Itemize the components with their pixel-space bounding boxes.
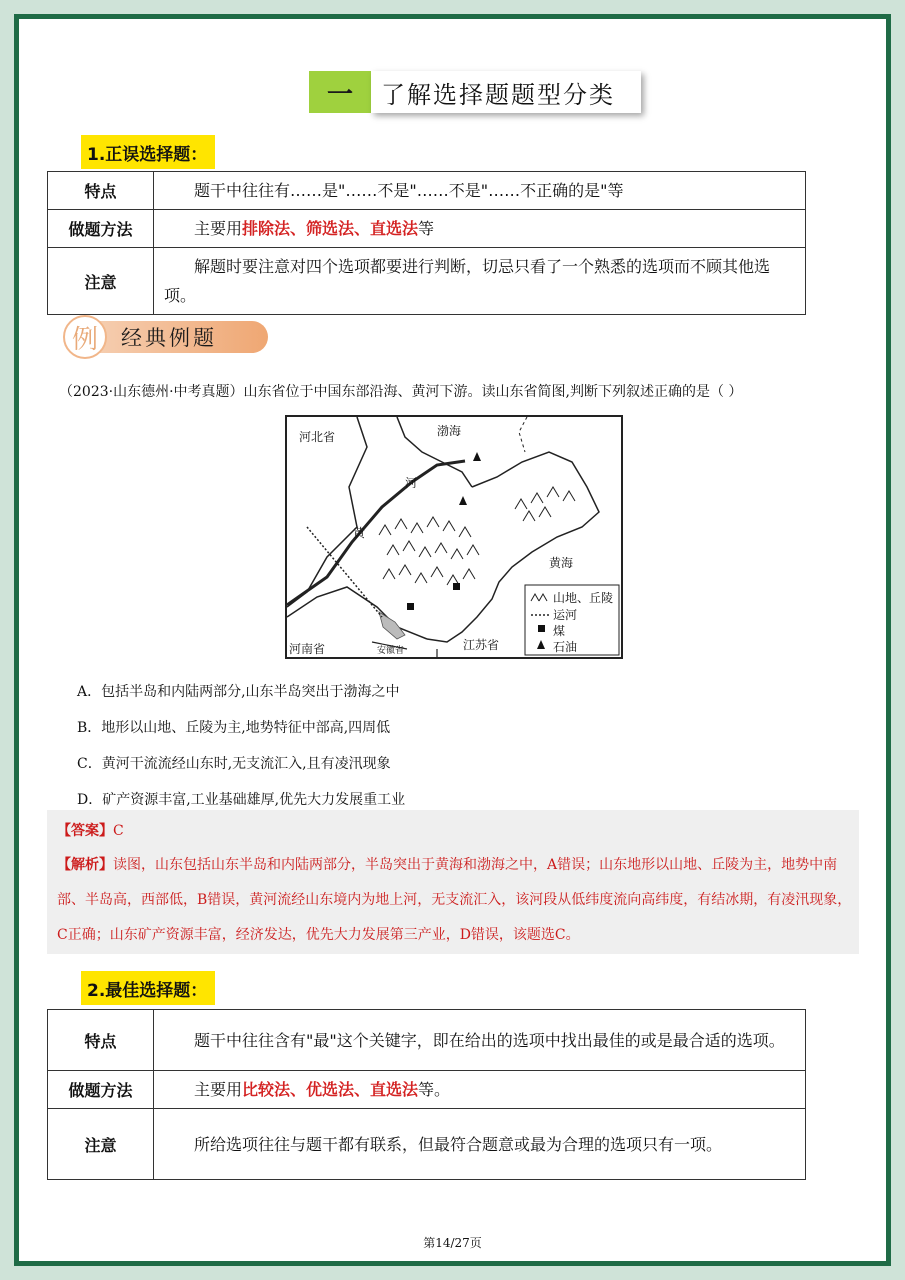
method-prefix: 主要用 [194, 219, 243, 238]
option-c: C．黄河干流流经山东时,无支流汇入,且有凌汛现象 [77, 756, 391, 772]
explain-text: 读图，山东包括山东半岛和内陆两部分，半岛突出于黄海和渤海之中，A错误；山东地形以山地、丘陵为主，地势中南部、半岛高，西部低，B错误，黄河流经山东境内为地上河，无支流汇入，该河段从低纬度流向高纬度，有结冰期，有凌汛现象，C正确；山东矿产资源丰富，经济发达，优先大力发展第三产业，D错误，该题选C。 [57, 857, 852, 943]
example-title: 经典例题 [121, 326, 217, 350]
label-huanghai: 黄海 [549, 556, 574, 570]
map-svg [287, 417, 621, 657]
document-page [14, 14, 891, 1266]
yellow-river [287, 461, 465, 605]
table-row [48, 1071, 806, 1109]
method-key: 做题方法 [48, 210, 154, 248]
answer-tag: 【答案】 [57, 823, 113, 839]
option-b: B．地形以山地、丘陵为主,地势特征中部高,四周低 [77, 720, 391, 736]
table-row [48, 1109, 806, 1180]
table-row [48, 172, 806, 210]
answer-box [47, 810, 859, 954]
part1-table [47, 171, 806, 315]
feature-key: 特点 [48, 172, 154, 210]
henan-border [287, 587, 427, 639]
oil-mark [473, 452, 481, 461]
coal-mark [453, 583, 460, 590]
example-badge: 例 [63, 315, 107, 359]
method-suffix: 等 [418, 219, 435, 238]
table-row [48, 1010, 806, 1071]
section-number: 一 [309, 71, 371, 113]
legend-mountain-label: 山地、丘陵 [553, 591, 614, 605]
note-key: 注意 [48, 1109, 154, 1180]
legend-canal-label: 运河 [553, 608, 578, 622]
legend-oil-label: 石油 [553, 640, 578, 654]
note-key: 注意 [48, 248, 154, 315]
feature-value: 题干中往往含有"最"这个关键字，即在给出的选项中找出最佳的或是最合适的选项。 [194, 1030, 785, 1050]
oil-mark [459, 496, 467, 505]
page-number: 第14/27页 [423, 1236, 482, 1250]
label-henan: 河南省 [289, 642, 326, 656]
method-highlight: 比较法、优选法、直选法 [242, 1080, 419, 1099]
answer-value: C [113, 823, 124, 839]
part2-table [47, 1009, 806, 1180]
option-d: D．矿产资源丰富,工业基础雄厚,优先大力发展重工业 [77, 792, 406, 808]
lake [379, 612, 405, 639]
coal-mark [407, 603, 414, 610]
part1-heading: 1.正误选择题： [81, 135, 215, 169]
option-a: A．包括半岛和内陆两部分,山东半岛突出于渤海之中 [77, 684, 400, 700]
label-he: 河 [405, 476, 418, 490]
part2-heading: 2.最佳选择题： [81, 971, 215, 1005]
table-row [48, 248, 806, 315]
section-banner [309, 71, 654, 113]
label-anhui: 安徽省 [377, 646, 405, 656]
explain-tag: 【解析】 [57, 857, 113, 873]
method-highlight: 排除法、筛选法、直选法 [242, 219, 419, 238]
feature-key: 特点 [48, 1010, 154, 1071]
note-value: 所给选项往往与题干都有联系，但最符合题意或最为合理的选项只有一项。 [194, 1134, 723, 1154]
method-prefix: 主要用 [194, 1080, 243, 1099]
label-bohai: 渤海 [437, 424, 462, 438]
method-suffix: 等。 [418, 1080, 451, 1099]
label-hebei: 河北省 [299, 430, 336, 444]
legend-coal-label: 煤 [553, 624, 566, 638]
shandong-map [285, 415, 623, 659]
table-row [48, 210, 806, 248]
method-key: 做题方法 [48, 1071, 154, 1109]
section-title: 了解选择题题型分类 [371, 71, 641, 113]
note-value: 解题时要注意对四个选项都要进行判断，切忌只看了一个熟悉的选项而不顾其他选项。 [164, 257, 771, 305]
feature-value: 题干中往往有……是"……不是"……不是"……不正确的是"等 [194, 181, 624, 200]
sea-boundary [519, 417, 527, 452]
label-huang: 黄 [353, 526, 366, 540]
legend-coal-icon [538, 625, 545, 632]
example-heading [63, 315, 268, 359]
question-text: （2023·山东德州·中考真题）山东省位于中国东部沿海、黄河下游。读山东省简图,判断下列叙述正确的是（ ） [59, 384, 743, 400]
mountain-symbols [379, 487, 575, 585]
label-jiangsu: 江苏省 [463, 638, 500, 652]
